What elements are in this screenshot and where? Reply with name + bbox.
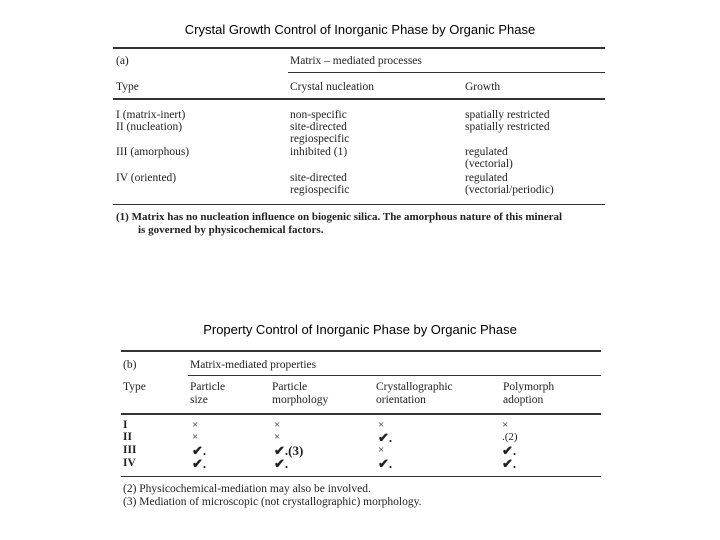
row-nucleation: site-directed bbox=[290, 172, 347, 184]
column-header: Type bbox=[123, 381, 146, 393]
row-type: I (matrix-inert) bbox=[116, 109, 186, 121]
divider bbox=[113, 98, 605, 100]
group-header: Matrix-mediated properties bbox=[190, 359, 317, 371]
column-header: Crystal nucleation bbox=[290, 81, 374, 93]
row-nucleation: regiospecific bbox=[290, 184, 350, 196]
column-header: size bbox=[190, 394, 208, 406]
column-header: morphology bbox=[272, 394, 329, 406]
divider bbox=[113, 47, 605, 49]
column-header: Polymorph bbox=[503, 381, 555, 393]
table-cell: ✔.(3) bbox=[274, 443, 304, 458]
table-cell: .(2) bbox=[502, 431, 518, 443]
row-growth: (vectorial/periodic) bbox=[465, 184, 554, 196]
row-type: IV (oriented) bbox=[116, 172, 177, 184]
table-cell: × bbox=[378, 419, 385, 431]
table-cell: × bbox=[378, 444, 385, 456]
divider bbox=[121, 350, 601, 352]
row-type: IV bbox=[123, 457, 136, 469]
table-cell: ✔. bbox=[378, 456, 393, 471]
table-cell: × bbox=[274, 431, 281, 443]
divider bbox=[188, 375, 601, 376]
divider bbox=[121, 413, 601, 415]
row-nucleation: regiospecific bbox=[290, 133, 350, 145]
table-cell: ✔. bbox=[274, 456, 289, 471]
footnote: (1) Matrix has no nucleation influence on biogenic silica. The amorphous nature of this mineral bbox=[116, 211, 563, 223]
table-cell: ✔. bbox=[502, 456, 517, 471]
column-header: Type bbox=[116, 81, 139, 93]
column-header: Particle bbox=[272, 381, 308, 393]
table-cell: ✔. bbox=[502, 443, 517, 458]
row-growth: (vectorial) bbox=[465, 158, 513, 170]
row-nucleation: inhibited (1) bbox=[290, 146, 348, 158]
table-label: (b) bbox=[123, 359, 137, 371]
row-growth: regulated bbox=[465, 146, 508, 158]
row-growth: spatially restricted bbox=[465, 121, 550, 133]
divider bbox=[113, 204, 605, 205]
row-growth: spatially restricted bbox=[465, 109, 550, 121]
row-type: III (amorphous) bbox=[116, 146, 190, 158]
row-type: II bbox=[123, 431, 132, 443]
table-cell: × bbox=[502, 419, 509, 431]
row-nucleation: non-specific bbox=[290, 109, 347, 121]
column-header: orientation bbox=[376, 394, 426, 406]
group-header: Matrix – mediated processes bbox=[290, 55, 422, 67]
divider bbox=[288, 72, 605, 73]
table-cell: ✔. bbox=[192, 443, 207, 458]
divider bbox=[121, 476, 601, 477]
column-header: Particle bbox=[190, 381, 226, 393]
footnote: (2) Physicochemical-mediation may also be involved. bbox=[123, 483, 371, 495]
row-nucleation: site-directed bbox=[290, 121, 347, 133]
row-type: I bbox=[123, 419, 128, 431]
footnote: is governed by physicochemical factors. bbox=[138, 224, 324, 236]
table-cell: ✔. bbox=[192, 456, 207, 471]
column-header: Crystallographic bbox=[376, 381, 453, 393]
row-type: II (nucleation) bbox=[116, 121, 183, 133]
table-cell: ✔. bbox=[378, 430, 393, 445]
column-header: adoption bbox=[503, 394, 544, 406]
row-type: III bbox=[123, 444, 137, 456]
column-header: Growth bbox=[465, 81, 501, 93]
table-cell: × bbox=[274, 419, 281, 431]
title-crystal-growth: Crystal Growth Control of Inorganic Phase by Organic Phase bbox=[184, 22, 536, 37]
table-cell: × bbox=[192, 431, 199, 443]
table-cell: × bbox=[192, 419, 199, 431]
footnote: (3) Mediation of microscopic (not crystallographic) morphology. bbox=[123, 496, 422, 508]
title-property-control: Property Control of Inorganic Phase by Organic Phase bbox=[203, 322, 517, 337]
row-growth: regulated bbox=[465, 172, 508, 184]
table-label: (a) bbox=[116, 55, 129, 67]
